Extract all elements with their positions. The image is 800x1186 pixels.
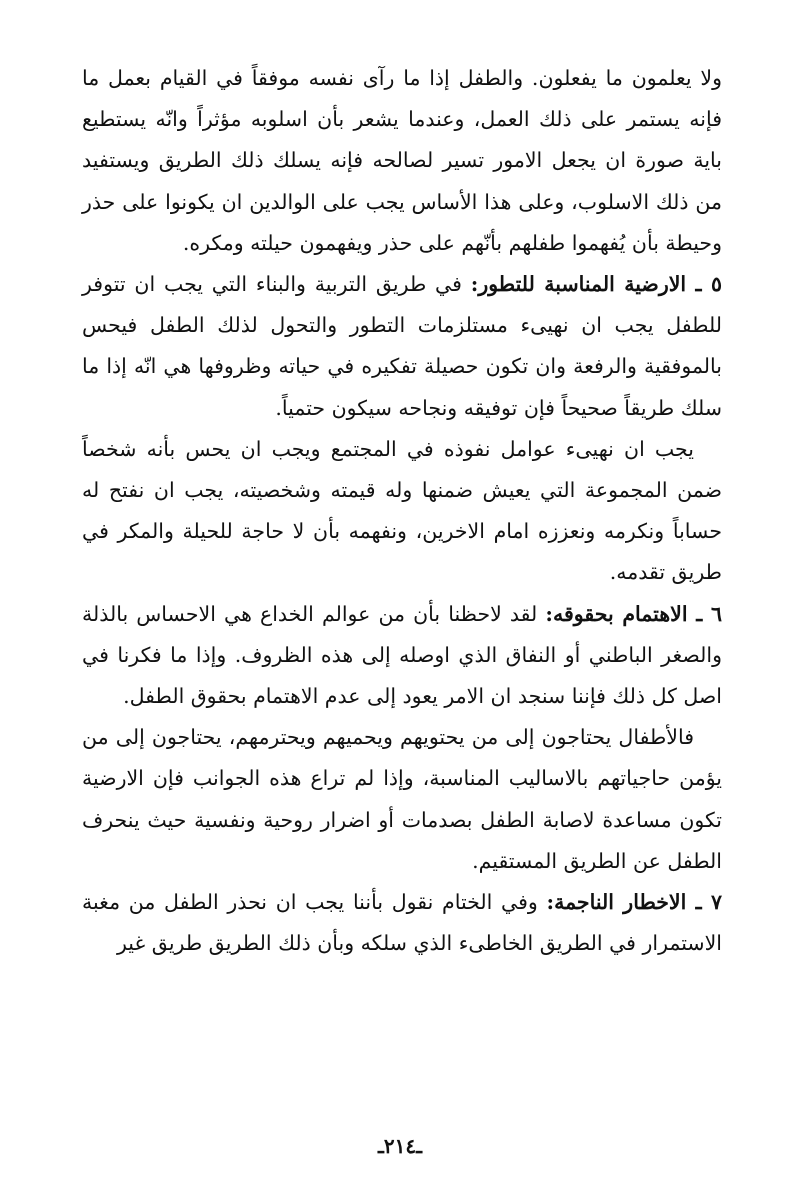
paragraph-6 xyxy=(82,882,722,964)
page-body xyxy=(82,58,722,964)
paragraph-5 xyxy=(82,717,722,882)
section-6-heading: ٦ ـ الاهتمام بحقوقه: xyxy=(545,601,722,626)
paragraph-3 xyxy=(82,429,722,594)
paragraph-1 xyxy=(82,58,722,264)
section-7-heading: ٧ ـ الاخطار الناجمة: xyxy=(546,890,722,915)
paragraph-2 xyxy=(82,264,722,429)
paragraph-5-text: فالأطفال يحتاجون إلى من يحتويهم ويحميهم ويحترمهم، يحتاجون إلى من يؤمن حاجياتهم بالاساليب المناسبة، وإذا لم تراع هذه الجوانب فإن الارضية تكون مساعدة لاصابة الطفل بصدمات أو اضرار روحية ونفسية حيث ينحرف الطفل عن الطريق المستقيم. xyxy=(82,725,722,873)
page-number: ـ٢١٤ـ xyxy=(378,1134,422,1158)
section-5-heading: ٥ ـ الارضية المناسبة للتطور: xyxy=(470,272,722,297)
paragraph-2-text: في طريق التربية والبناء التي يجب ان تتوفر للطفل يجب ان نهيىء مستلزمات التطور والتحول لذلك الطفل فيحس بالموفقية والرفعة وان تكون حصيلة تفكيره في حياته وظروفها هي انّه إذا ما سلك طريقاً صحيحاً فإن توفيقه ونجاحه سيكون حتمياً. xyxy=(82,272,722,420)
paragraph-4 xyxy=(82,594,722,718)
paragraph-6-text: وفي الختام نقول بأننا يجب ان نحذر الطفل من مغبة الاستمرار في الطريق الخاطىء الذي سلكه وبأن ذلك الطريق طريق غير xyxy=(82,890,722,956)
paragraph-3-text: يجب ان نهيىء عوامل نفوذه في المجتمع ويجب ان يحس بأنه شخصاً ضمن المجموعة التي يعيش ضمنها وله قيمته وشخصيته، يجب ان نفتح له حساباً ونكرمه ونعززه امام الاخرين، ونفهمه بأن لا حاجة للحيلة والمكر في طريق تقدمه. xyxy=(82,436,722,585)
paragraph-1-text: ولا يعلمون ما يفعلون. والطفل إذا ما رآى نفسه موفقاً في القيام بعمل ما فإنه يستمر على ذلك العمل، وعندما يشعر بأن اسلوبه مؤثراً وانّه يستطيع باية صورة ان يجعل الامور تسير لصالحه فإنه يسلك ذلك الطريق ويستفيد من ذلك الاسلوب، وعلى هذا الأساس يجب على الوالدين ان يكونوا على حذر وحيطة بأن يُفهموا طفلهم بأنّهم على حذر ويفهمون حيلته ومكره. xyxy=(82,66,722,255)
paragraph-4-text: لقد لاحظنا بأن من عوالم الخداع هي الاحساس بالذلة والصغر الباطني أو النفاق الذي اوصله إلى هذه الظروف. وإذا ما فكرنا في اصل كل ذلك فإننا سنجد ان الامر يعود إلى عدم الاهتمام بحقوق الطفل. xyxy=(82,601,722,709)
